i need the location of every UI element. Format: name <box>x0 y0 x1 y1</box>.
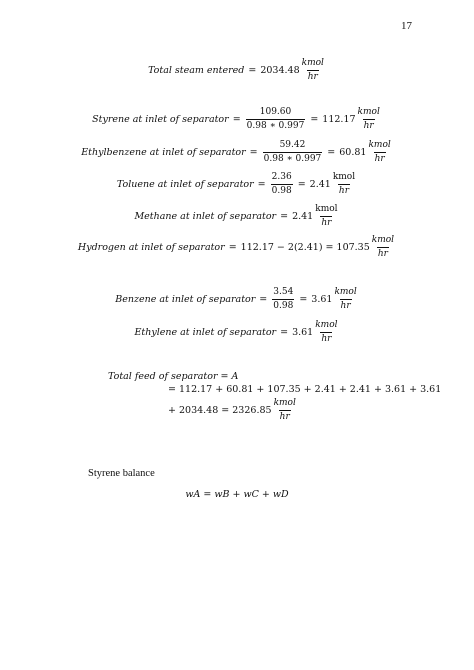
unit-numerator: kmol <box>357 107 380 117</box>
ethylene-label: Ethylene at inlet of separator <box>134 327 277 338</box>
unit-numerator: kmol <box>273 398 296 408</box>
hydrogen-equation <box>0 235 474 260</box>
total-feed-label: Total feed of separator = A <box>108 371 239 382</box>
styrene-value: 112.17 <box>322 114 356 125</box>
unit-denominator: hr <box>279 412 290 422</box>
unit-numerator: kmol <box>371 235 395 245</box>
balance-equation: wA = wB + wC + wD <box>185 489 289 500</box>
equals-sign: = <box>232 114 241 125</box>
ethylene-equation <box>0 320 474 345</box>
unit-fraction <box>332 172 356 197</box>
benzene-equation <box>0 287 474 312</box>
toluene-label: Toluene at inlet of separator <box>116 179 254 190</box>
steam-value: 2034.48 <box>260 65 300 76</box>
equals-sign: = <box>310 114 319 125</box>
unit-denominator: hr <box>307 72 318 82</box>
ethylbenzene-fraction <box>263 140 323 165</box>
unit-denominator: hr <box>321 218 332 228</box>
styrene-fraction <box>246 107 306 132</box>
equals-sign: = <box>280 327 289 338</box>
equals-sign: = <box>327 147 336 158</box>
fraction-numerator: 2.36 <box>271 172 292 182</box>
unit-denominator: hr <box>338 186 350 196</box>
total-feed-sum: = 112.17 + 60.81 + 107.35 + 2.41 + 2.41 + 3.61 + 3.61 <box>168 384 442 395</box>
benzene-label: Benzene at inlet of separator <box>115 294 256 305</box>
fraction-numerator: 109.60 <box>259 107 292 117</box>
hydrogen-label: Hydrogen at inlet of separator <box>77 242 225 253</box>
total-feed-line-2 <box>168 384 441 395</box>
benzene-fraction <box>272 287 294 312</box>
equals-sign: = <box>249 147 258 158</box>
unit-fraction <box>314 320 338 345</box>
unit-numerator: kmol <box>332 172 356 182</box>
unit-denominator: hr <box>363 121 374 131</box>
equals-sign: = <box>297 179 306 190</box>
ethylbenzene-equation <box>0 140 474 165</box>
unit-numerator: kmol <box>301 58 324 68</box>
hydrogen-expression: 112.17 − 2(2.41) = 107.35 <box>240 242 370 253</box>
unit-fraction <box>333 287 357 312</box>
styrene-label: Styrene at inlet of separator <box>92 114 229 125</box>
equals-sign: = <box>299 294 308 305</box>
unit-fraction <box>301 58 325 83</box>
unit-fraction <box>367 140 391 165</box>
unit-numerator: kmol <box>334 287 357 297</box>
unit-denominator: hr <box>321 334 332 344</box>
unit-denominator: hr <box>374 154 385 164</box>
equals-sign: = <box>248 65 257 76</box>
fraction-denominator: 0.98 <box>271 186 292 196</box>
equals-sign: = <box>228 242 237 253</box>
fraction-denominator: 0.98 <box>273 301 294 311</box>
unit-fraction <box>357 107 381 132</box>
equals-sign: = <box>280 211 289 222</box>
methane-label: Methane at inlet of separator <box>134 211 277 222</box>
fraction-denominator: 0.98 ∗ 0.997 <box>246 121 305 131</box>
fraction-denominator: 0.98 ∗ 0.997 <box>263 154 322 164</box>
unit-numerator: kmol <box>368 140 391 150</box>
total-feed-result: + 2034.48 = 2326.85 <box>168 405 272 416</box>
toluene-fraction <box>271 172 293 197</box>
ethylbenzene-label: Ethylbenzene at inlet of separator <box>81 147 246 158</box>
equals-sign: = <box>259 294 268 305</box>
total-feed-line-3 <box>168 398 298 423</box>
styrene-equation <box>0 107 474 132</box>
ethylene-value: 3.61 <box>292 327 314 338</box>
equals-sign: = <box>257 179 266 190</box>
unit-fraction <box>314 204 338 229</box>
steam-label: Total steam entered <box>148 65 245 76</box>
unit-numerator: kmol <box>315 320 338 330</box>
page-number: 17 <box>401 20 412 32</box>
fraction-numerator: 3.54 <box>273 287 294 297</box>
fraction-numerator: 59.42 <box>279 140 306 150</box>
unit-denominator: hr <box>340 301 351 311</box>
styrene-balance-equation <box>0 489 474 500</box>
unit-denominator: hr <box>377 249 388 259</box>
toluene-value: 2.41 <box>309 179 331 190</box>
benzene-value: 3.61 <box>311 294 333 305</box>
toluene-equation <box>0 172 474 197</box>
unit-numerator: kmol <box>315 204 338 214</box>
steam-equation <box>0 58 474 83</box>
unit-fraction <box>371 235 395 260</box>
ethylbenzene-value: 60.81 <box>339 147 367 158</box>
methane-value: 2.41 <box>292 211 314 222</box>
methane-equation <box>0 204 474 229</box>
total-feed-line-1 <box>108 371 238 382</box>
unit-fraction <box>273 398 297 423</box>
section-heading: Styrene balance <box>88 468 155 479</box>
